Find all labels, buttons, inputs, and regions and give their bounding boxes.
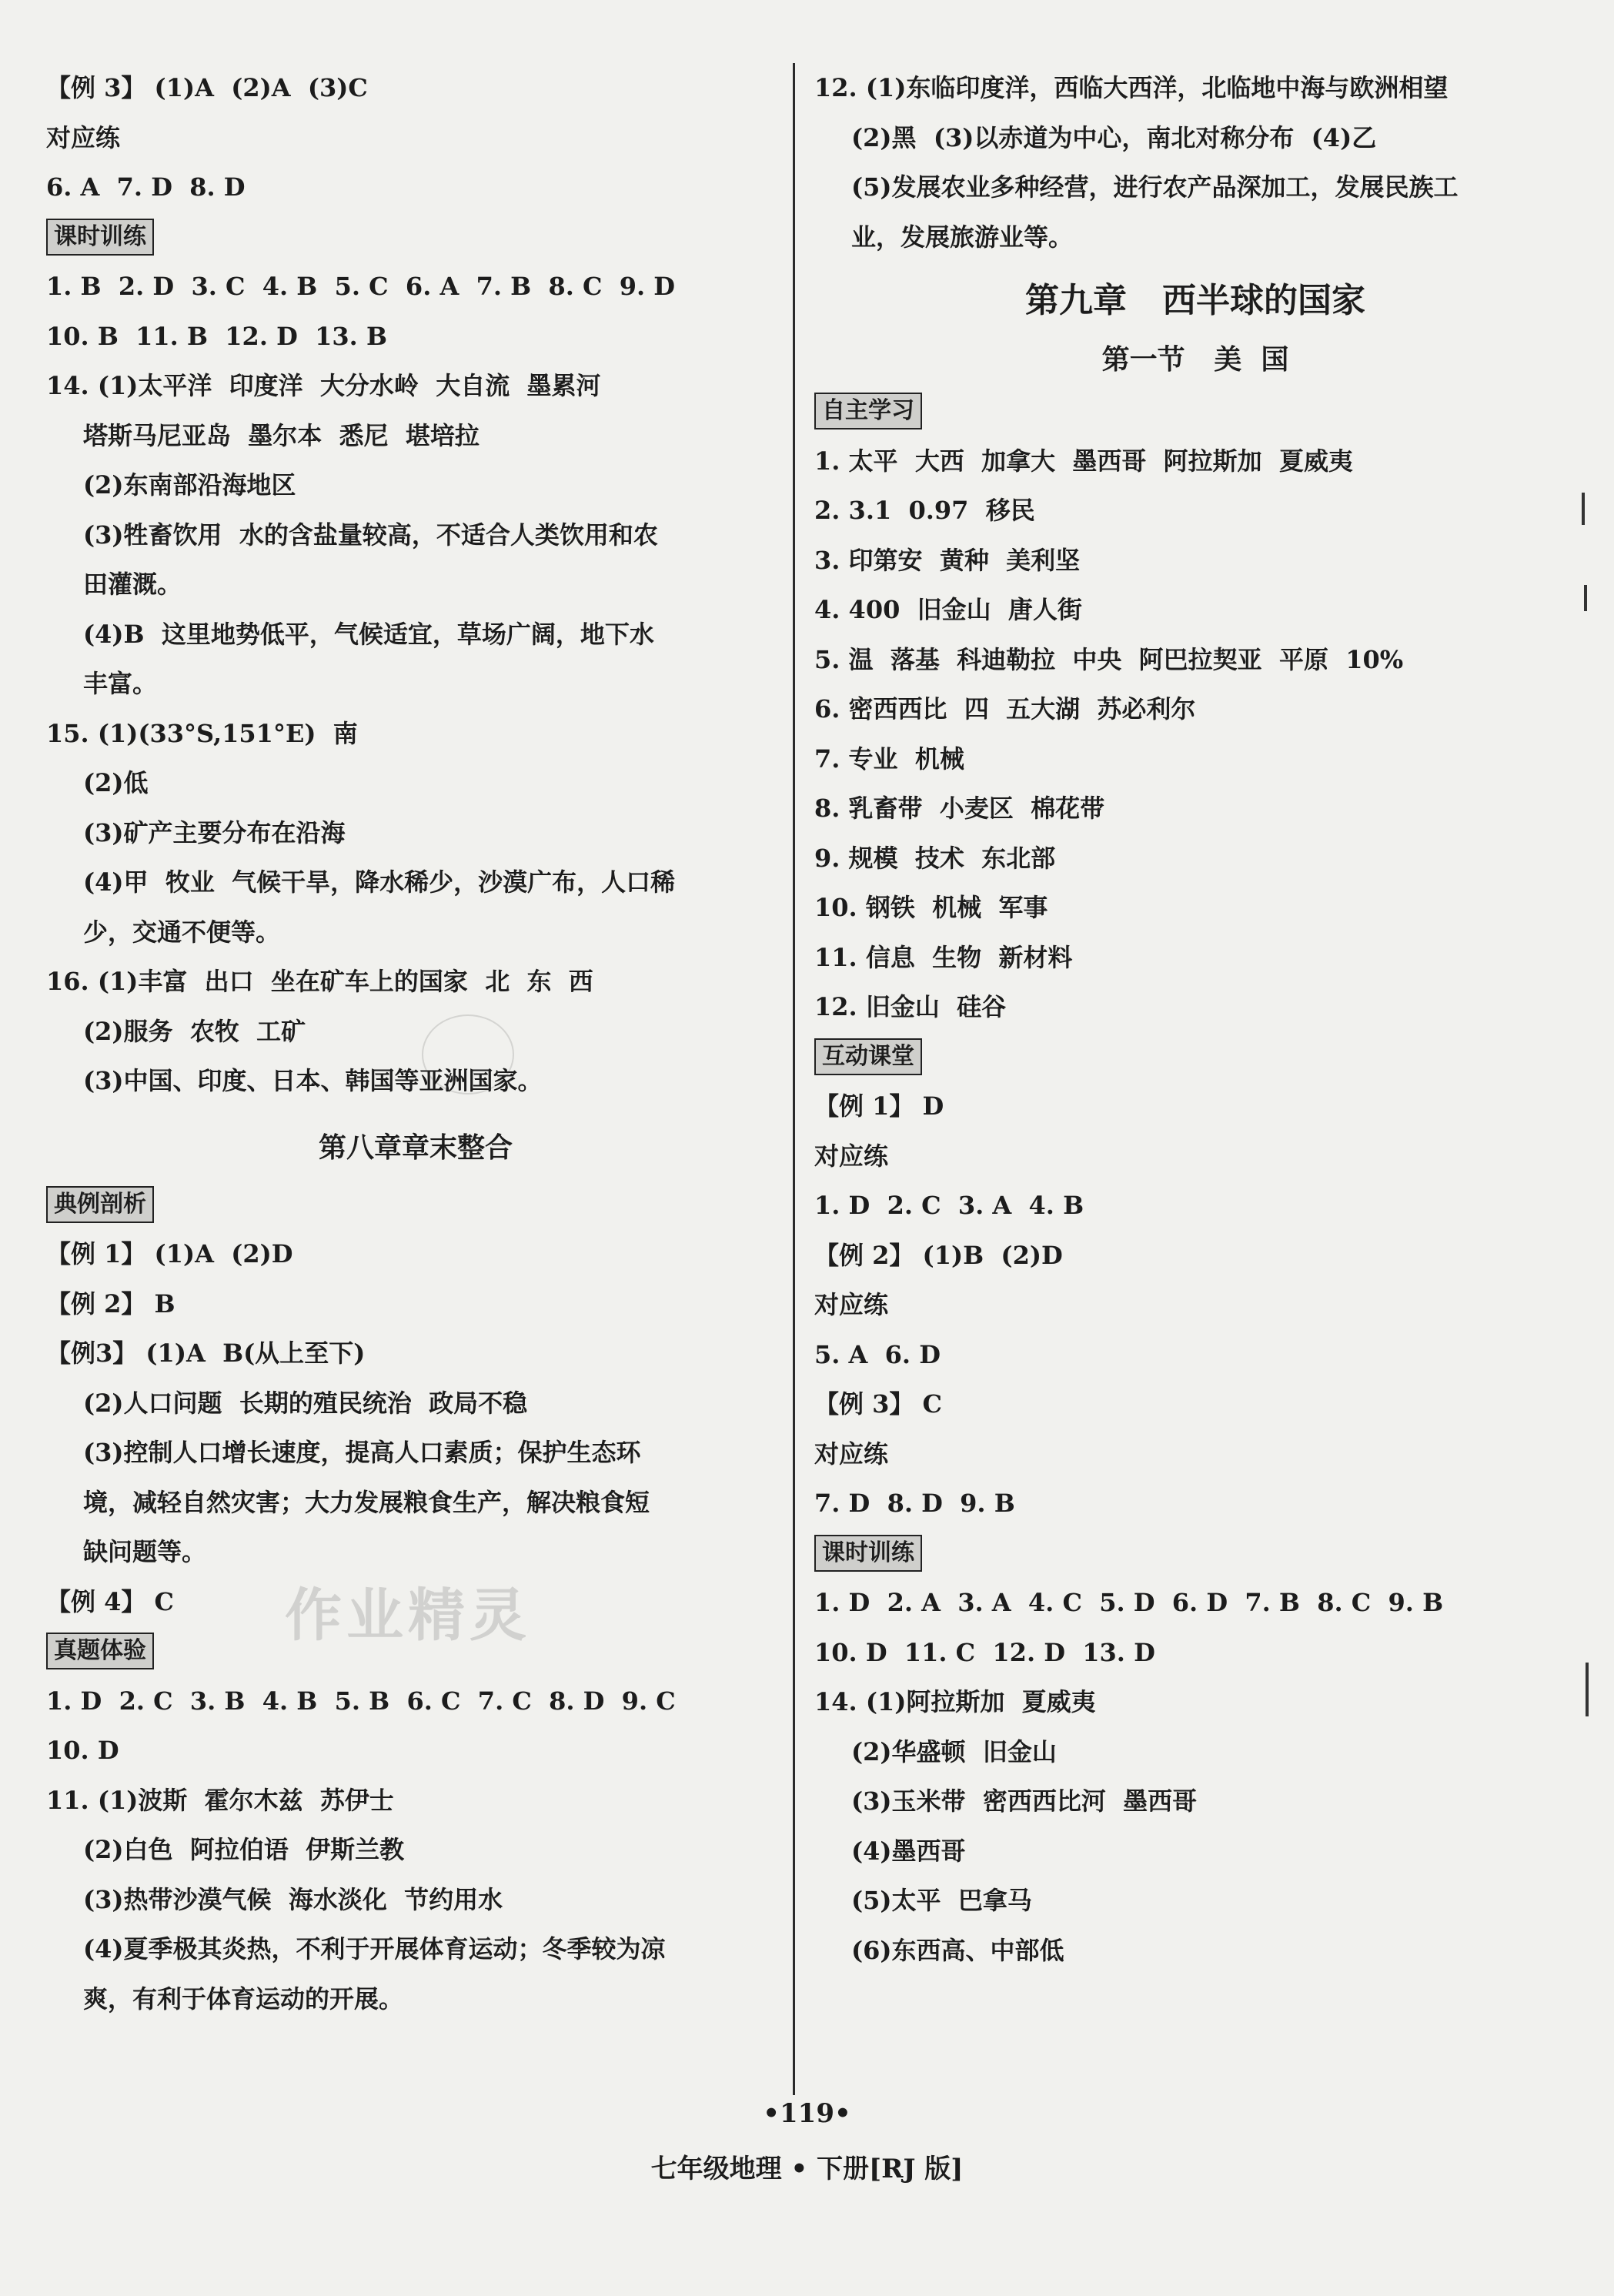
answer-line: 1. D 2. A 3. A 4. C 5. D 6. D 7. B 8. C 9. B [814,1588,1444,1617]
answer-line: 爽，有利于体育运动的开展。 [83,1984,404,2014]
practice-heading: 对应练 [814,1141,889,1171]
answer-line: 1. D 2. C 3. A 4. B [814,1191,1084,1220]
answer-line: 12. (1)东临印度洋，西临大西洋，北临地中海与欧洲相望 [814,73,1449,102]
section-tag: 课时训练 [814,1535,922,1572]
practice-heading: 对应练 [814,1439,889,1469]
answer-line: 【例3】 (1)A B(从上至下) [46,1338,366,1368]
answer-line: 塔斯马尼亚岛 墨尔本 悉尼 堪培拉 [83,420,480,450]
practice-heading: 对应练 [46,122,121,152]
answer-line: 10. B 11. B 12. D 13. B [46,321,387,351]
answer-line: (3)玉米带 密西西比河 墨西哥 [851,1786,1198,1816]
answer-line: (3)控制人口增长速度，提高人口素质；保护生态环 [83,1438,641,1467]
answer-line: 丰富。 [83,669,158,698]
answer-line: 【例 2】 B [46,1288,175,1318]
column-divider [793,63,795,2095]
answer-line: 8. 乳畜带 小麦区 棉花带 [814,794,1105,823]
answer-line: (2)白色 阿拉伯语 伊斯兰教 [83,1835,405,1864]
answer-line: 1. B 2. D 3. C 4. B 5. C 6. A 7. B 8. C 9. D [46,272,676,301]
watermark: 作业精灵 [285,1582,531,1649]
answer-line: 【例 1】 D [814,1091,944,1121]
answer-line: (2)低 [83,768,149,797]
answer-line: (2)人口问题 长期的殖民统治 政局不稳 [83,1388,528,1418]
scan-mark [1582,493,1585,525]
section-tag: 典例剖析 [46,1186,154,1223]
scan-mark [1584,585,1587,611]
answer-line: 12. 旧金山 硅谷 [814,992,1007,1021]
stamp-mark [422,1014,514,1095]
section-title: 第一节 美 国 [1101,343,1289,376]
answer-line: (4)甲 牧业 气候干旱，降水稀少，沙漠广布，人口稀 [83,867,676,897]
answer-line: 1. D 2. C 3. B 4. B 5. B 6. C 7. C 8. D 9. C [46,1686,676,1716]
answer-line: (6)东西高、中部低 [851,1935,1064,1965]
answer-line: (3)热带沙漠气候 海水淡化 节约用水 [83,1884,503,1914]
answer-line: (4)墨西哥 [851,1836,966,1866]
answer-line: (2)黑 (3)以赤道为中心，南北对称分布 (4)乙 [851,122,1377,152]
section-tag: 真题体验 [46,1633,154,1669]
section-tag: 课时训练 [46,219,154,256]
chapter-title: 第九章 西半球的国家 [1025,281,1365,320]
answer-line: 11. (1)波斯 霍尔木兹 苏伊士 [46,1785,394,1815]
answer-line: 2. 3.1 0.97 移民 [814,496,1035,525]
answer-line: 6. 密西西比 四 五大湖 苏必利尔 [814,694,1196,724]
answer-line: 【例 2】 (1)B (2)D [814,1240,1063,1270]
answer-line: 14. (1)阿拉斯加 夏威夷 [814,1687,1096,1716]
answer-line: (3)牲畜饮用 水的含盐量较高，不适合人类饮用和农 [83,520,658,550]
book-info: 七年级地理 • 下册[RJ 版] [650,2154,964,2184]
answer-line: (4)B 这里地势低平，气候适宜，草场广阔，地下水 [83,619,654,649]
section-tag: 互动课堂 [814,1038,922,1075]
answer-line: 14. (1)太平洋 印度洋 大分水岭 大自流 墨累河 [46,371,601,400]
chapter-summary-title: 第八章章末整合 [318,1131,513,1164]
answer-line: 田灌溉。 [83,570,182,599]
left-column [46,63,785,2024]
answer-line: 缺问题等。 [83,1537,207,1566]
answer-line: 7. D 8. D 9. B [814,1489,1015,1518]
answer-line: 7. 专业 机械 [814,744,964,774]
answer-line: (2)华盛顿 旧金山 [851,1736,1057,1766]
section-tag: 自主学习 [814,393,922,429]
answer-line: 【例 1】 (1)A (2)D [46,1239,293,1268]
answer-line: 10. D [46,1736,119,1765]
answer-line: 4. 400 旧金山 唐人街 [814,595,1082,624]
answer-line: 9. 规模 技术 东北部 [814,843,1056,873]
answer-line: 10. 钢铁 机械 军事 [814,893,1048,922]
answer-line: 15. (1)(33°S,151°E) 南 [46,718,358,748]
answer-line: (3)矿产主要分布在沿海 [83,817,346,847]
answer-line: 【例 3】 C [814,1389,943,1419]
answer-line: (4)夏季极其炎热，不利于开展体育运动；冬季较为凉 [83,1934,666,1963]
answer-line: 3. 印第安 黄种 美利坚 [814,545,1081,575]
page-number: •119• [763,2098,851,2129]
answer-line: (3)中国、印度、日本、韩国等亚洲国家。 [83,1066,543,1095]
right-column [814,63,1576,1975]
answer-line: (5)太平 巴拿马 [851,1886,1032,1915]
answer-line: 5. 温 落基 科迪勒拉 中央 阿巴拉契亚 平原 10% [814,644,1404,674]
answer-line: 业，发展旅游业等。 [851,222,1074,252]
answer-line: 【例 3】 (1)A (2)A (3)C [46,73,368,102]
answer-line: 【例 4】 C [46,1586,175,1616]
answer-line: 境，减轻自然灾害；大力发展粮食生产，解决粮食短 [83,1487,650,1517]
answer-line: 11. 信息 生物 新材料 [814,942,1073,972]
practice-heading: 对应练 [814,1290,889,1319]
answer-line: 16. (1)丰富 出口 坐在矿车上的国家 北 东 西 [46,967,593,996]
answer-line: 6. A 7. D 8. D [46,172,246,202]
answer-line: (5)发展农业多种经营，进行农产品深加工，发展民族工 [851,172,1459,202]
answer-line: 1. 太平 大西 加拿大 墨西哥 阿拉斯加 夏威夷 [814,446,1353,476]
answer-line: 5. A 6. D [814,1339,941,1369]
answer-line: (2)东南部沿海地区 [83,470,296,500]
scan-mark [1586,1663,1589,1716]
answer-line: 少，交通不便等。 [83,917,281,947]
answer-line: 10. D 11. C 12. D 13. D [814,1637,1155,1667]
answer-line: (2)服务 农牧 工矿 [83,1016,306,1046]
